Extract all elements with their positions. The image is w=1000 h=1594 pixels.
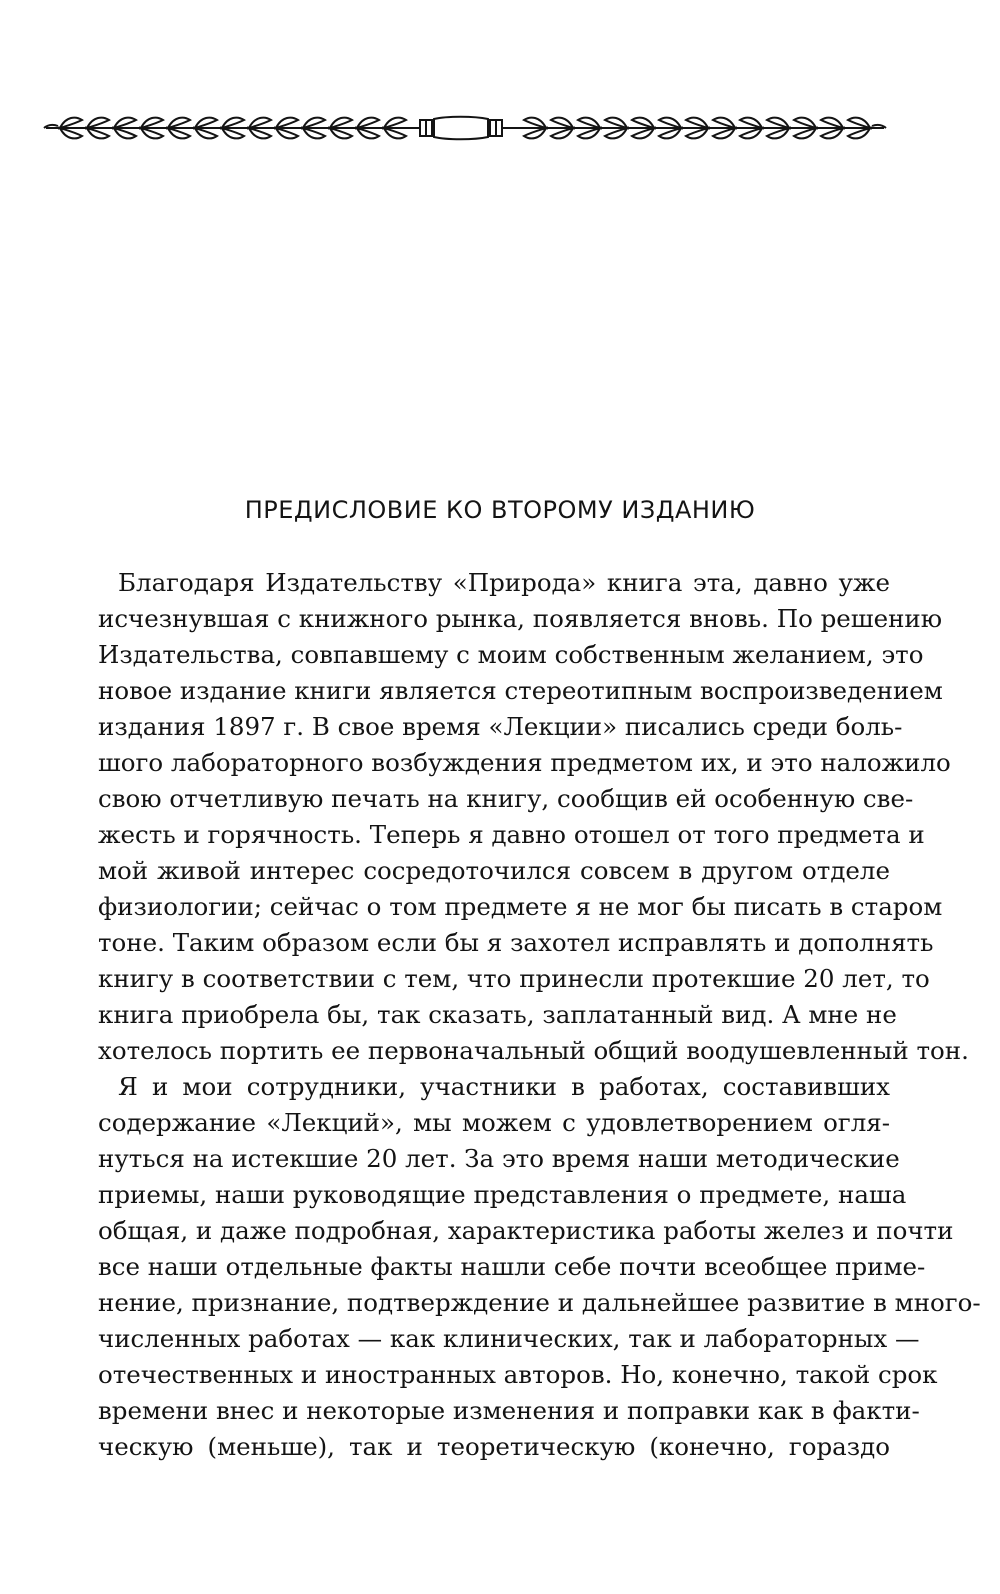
text-line: мой живой интерес сосредоточился совсем в другом отделе [98, 856, 890, 885]
text-line: общая, и даже подробная, характеристика работы желез и почти [98, 1216, 954, 1245]
text-line: нение, признание, подтверждение и дальнейшее развитие в много- [98, 1288, 981, 1317]
text-line: книгу в соответствии с тем, что принесли протекшие 20 лет, то [98, 964, 930, 993]
text-line: физиологии; сейчас о том предмете я не мог бы писать в старом [98, 892, 943, 921]
text-line: Благодаря Издательству «Природа» книга эта, давно уже [118, 568, 890, 597]
text-line: хотелось портить ее первоначальный общий воодушевленный тон. [98, 1036, 969, 1065]
text-line: исчезнувшая с книжного рынка, появляется вновь. По решению [98, 604, 943, 633]
text-line: издания 1897 г. В свое время «Лекции» писались среди боль- [98, 712, 903, 741]
text-line: численных работах — как клинических, так и лабораторных — [98, 1324, 920, 1353]
text-line: шого лабораторного возбуждения предметом их, и это наложило [98, 748, 951, 777]
text-line: жесть и горячность. Теперь я давно отошел от того предмета и [98, 820, 925, 849]
preface-body [98, 565, 981, 1465]
text-line: ческую (меньше), так и теоретическую (конечно, гораздо [98, 1432, 890, 1461]
text-line: книга приобрела бы, так сказать, заплатанный вид. А мне не [98, 1000, 897, 1029]
text-line: все наши отдельные факты нашли себе почти всеобщее приме- [98, 1252, 926, 1281]
text-line: Издательства, совпавшему с моим собственным желанием, это [98, 640, 924, 669]
text-line: отечественных и иностранных авторов. Но, конечно, такой срок [98, 1360, 938, 1389]
text-line: тоне. Таким образом если бы я захотел исправлять и дополнять [98, 928, 934, 957]
text-line: нуться на истекшие 20 лет. За это время наши методические [98, 1144, 900, 1173]
laurel-ornament-icon [42, 108, 888, 148]
page-title: ПРЕДИСЛОВИЕ КО ВТОРОМУ ИЗДАНИЮ [244, 496, 756, 524]
text-line: Я и мои сотрудники, участники в работах, составивших [118, 1072, 890, 1101]
text-line: времени внес и некоторые изменения и поправки как в факти- [98, 1396, 920, 1425]
text-line: новое издание книги является стереотипным воспроизведением [98, 676, 943, 705]
text-line: свою отчетливую печать на книгу, сообщив ей особенную све- [98, 784, 914, 813]
text-line: приемы, наши руководящие представления о предмете, наша [98, 1180, 907, 1209]
text-line: содержание «Лекций», мы можем с удовлетворением огля- [98, 1108, 890, 1137]
